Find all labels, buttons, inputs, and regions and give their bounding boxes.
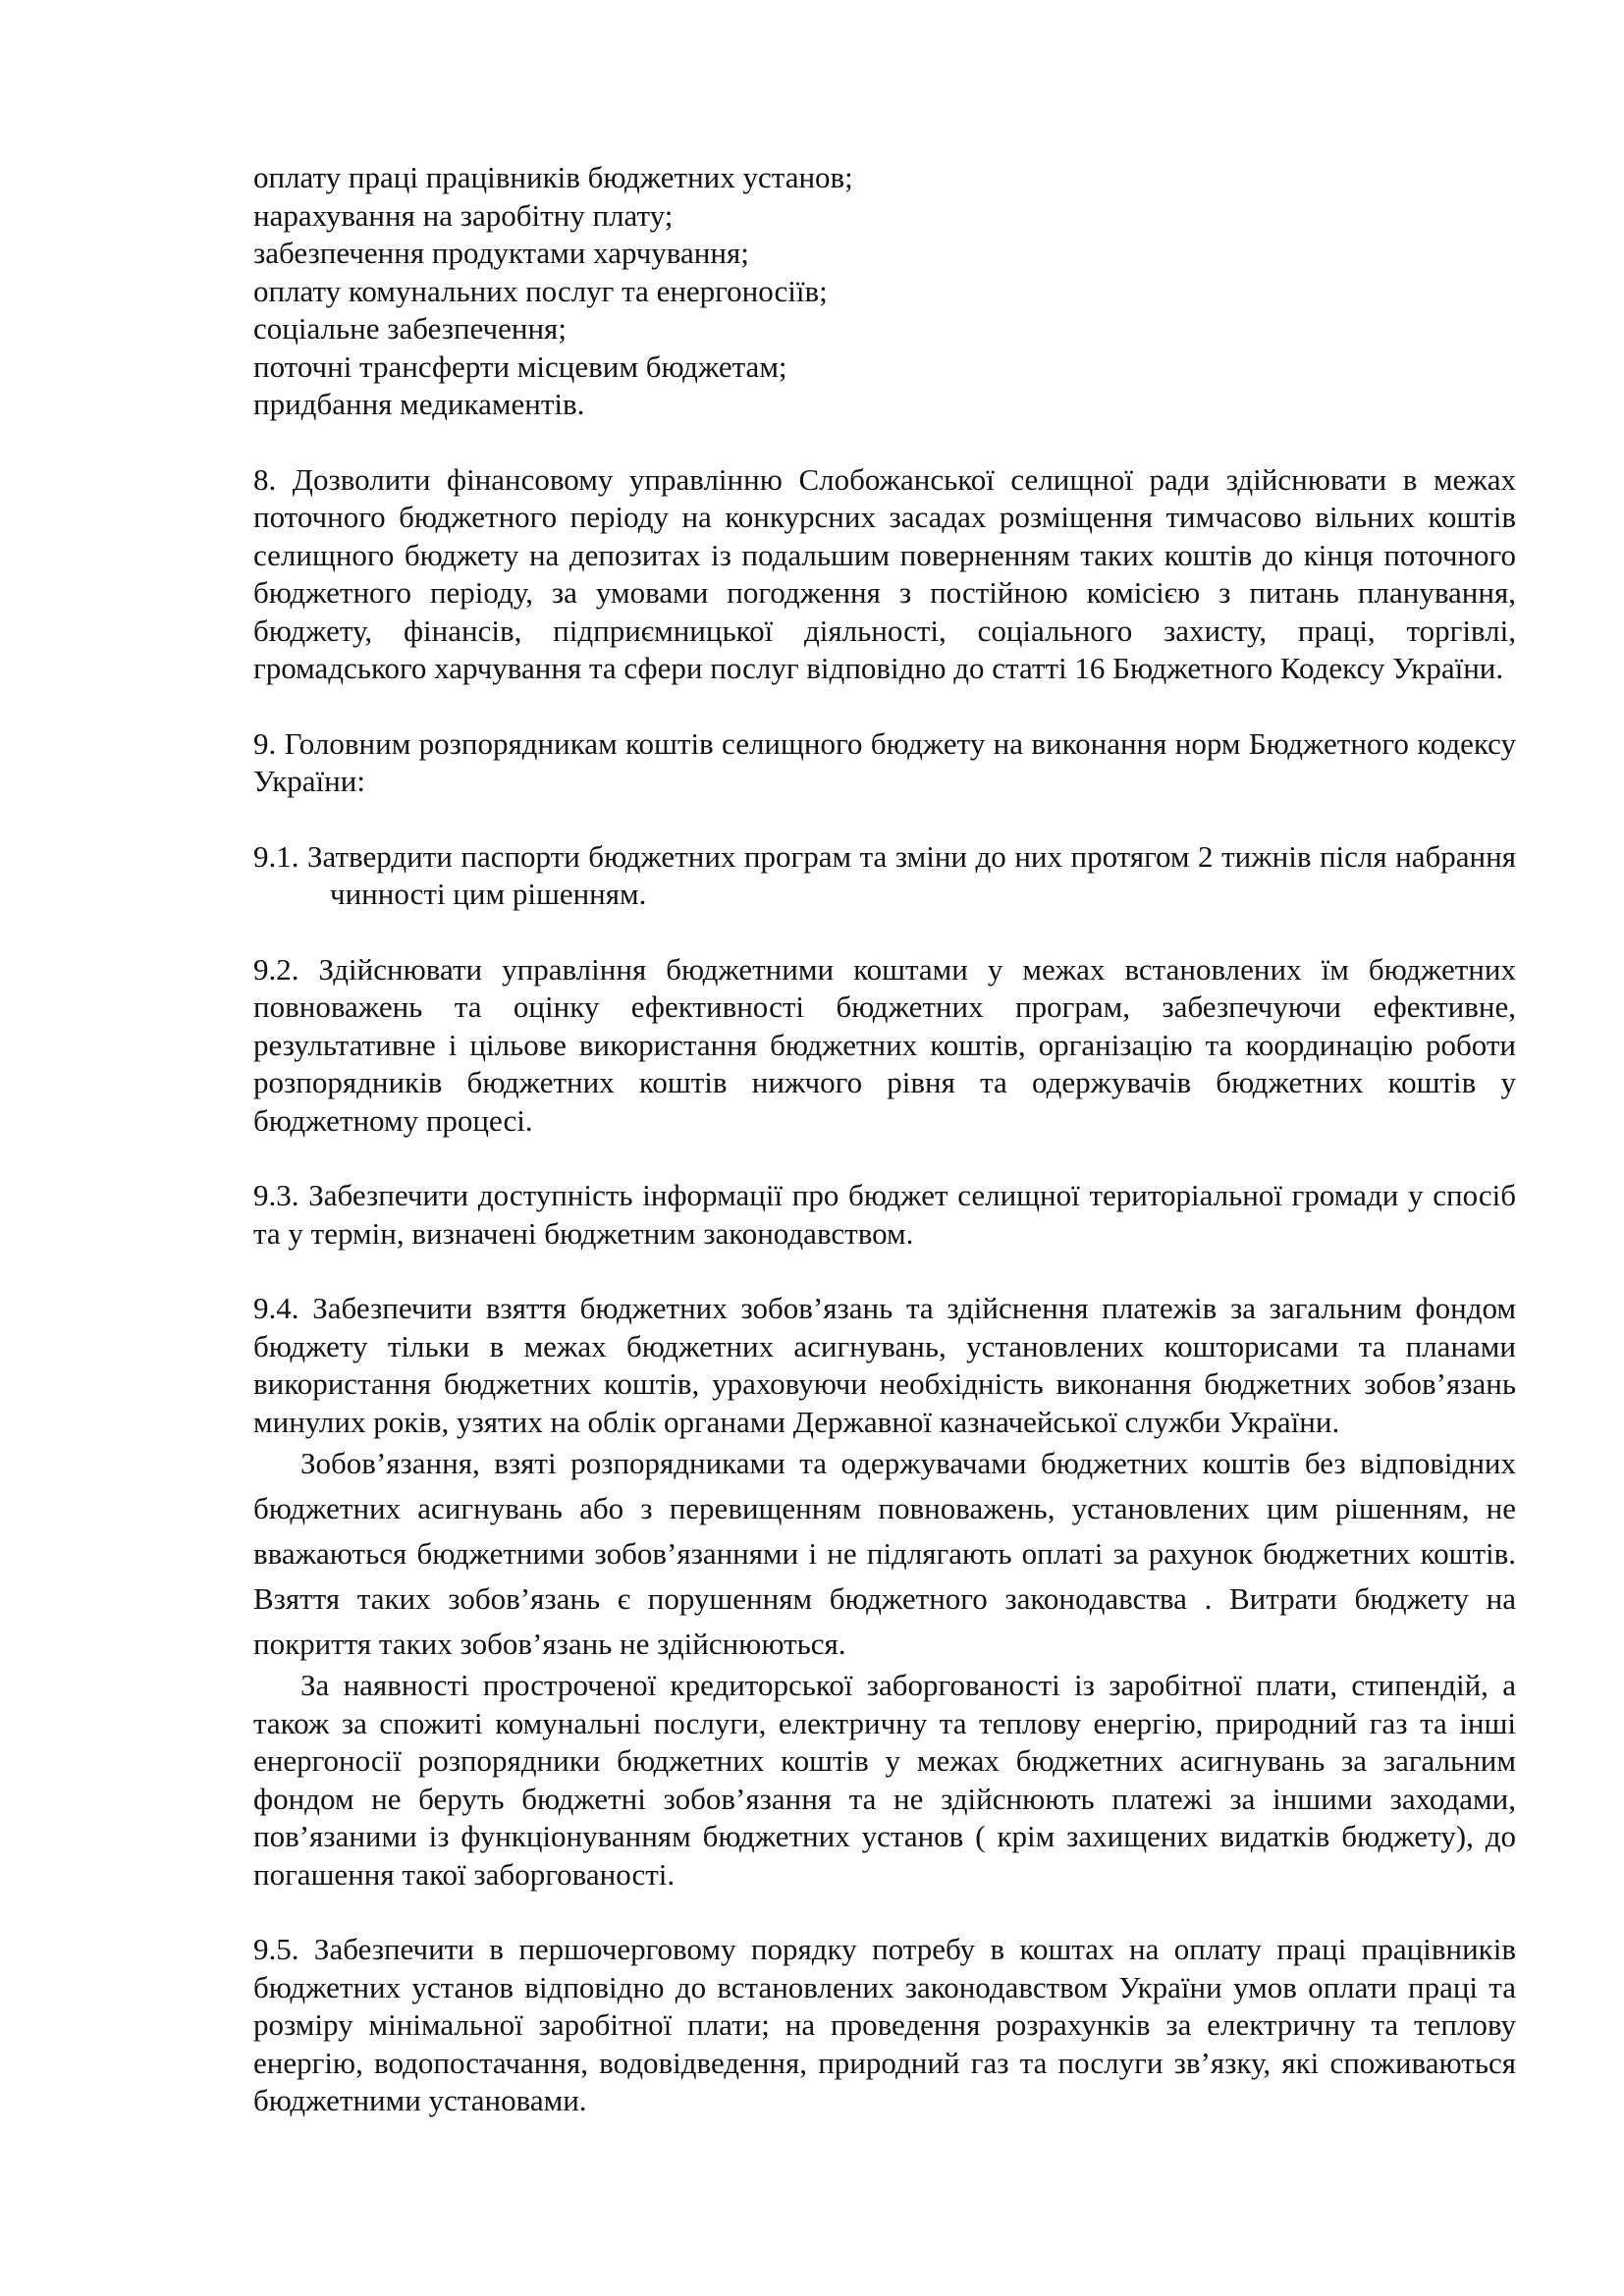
list-item: нарахування на заробітну плату; <box>253 197 674 233</box>
list-item: забезпечення продуктами харчування; <box>253 236 749 270</box>
paragraph-9-4-obligations: Зобов’язання, взяті розпорядниками та одержувачами бюджетних коштів без відповідних бюджетних асигнувань або з перевищенням повноважень, установлених цим рішенням, не вважаються бюджетними зобов’язаннями і не підлягають оплаті за рахунок бюджетних коштів. Взяття таких зобов’язань є порушенням бюджетного законодавства . Витрати бюджету на покриття таких зобов’язань не здійснюються. <box>253 1446 1516 1661</box>
list-item: оплату комунальних послуг та енергоносіїв; <box>253 273 828 308</box>
paragraph-8: 8. Дозволити фінансовому управлінню Слобожанської селищної ради здійснювати в межах поточного бюджетного періоду на конкурсних засадах розміщення тимчасово вільних коштів селищного бюджету на депозитах із подальшим поверненням таких коштів до кінця поточного бюджетного періоду, за умовами погодження з постійною комісією з питань планування, бюджету, фінансів, підприємницької діяльності, соціального захисту, праці, торгівлі, громадського харчування та сфери послуг відповідно до статті 16 Бюджетного Кодексу України. <box>253 461 1516 685</box>
paragraph-9-4: 9.4. Забезпечити взяття бюджетних зобов’язань та здійснення платежів за загальним фондом бюджету тільки в межах бюджетних асигнувань, установлених кошторисами та планами використання бюджетних коштів, ураховуючи необхідність виконання бюджетних зобов’язань минулих років, узятих на облік органами Державної казначейської служби України. <box>253 1291 1516 1439</box>
list-item: придбання медикаментів. <box>253 387 585 421</box>
list-item: соціальне забезпечення; <box>253 311 567 346</box>
paragraph-9-5: 9.5. Забезпечити в першочерговому порядку потребу в коштах на оплату праці працівників бюджетних установ відповідно до встановлених законодавством України умов оплати праці та розміру мінімальної заробітної плати; на проведення розрахунків за електричну та теплову енергію, водопостачання, водовідведення, природний газ та послуги зв’язку, які споживаються бюджетними установами. <box>253 1932 1516 2117</box>
paragraph-9-1: 9.1. Затвердити паспорти бюджетних програм та зміни до них протягом 2 тижнів після набрання чинності цим рішенням. <box>253 838 1516 911</box>
paragraph-9-3: 9.3. Забезпечити доступність інформації про бюджет селищної територіальної громади у спосіб та у термін, визначені бюджетним законодавством. <box>253 1178 1516 1251</box>
list-item: оплату праці працівників бюджетних установ; <box>253 160 853 194</box>
list-item: поточні трансферти місцевим бюджетам; <box>253 348 787 384</box>
paragraph-9-2: 9.2. Здійснювати управління бюджетними коштами у межах встановлених їм бюджетних повноважень та оцінку ефективності бюджетних програм, забезпечуючи ефективне, результативне і цільове використання бюджетних коштів, організацію та координацію роботи розпорядників бюджетних коштів нижчого рівня та одержувачів бюджетних коштів у бюджетному процесі. <box>253 951 1516 1138</box>
paragraph-9: 9. Головним розпорядникам коштів селищного бюджету на виконання норм Бюджетного кодексу України: <box>253 725 1516 798</box>
document-page <box>253 159 1516 2158</box>
expenditure-list <box>253 159 1516 424</box>
paragraph-9-4-arrears: За наявності простроченої кредиторської заборгованості із заробітної плати, стипендій, а також за спожиті комунальні послуги, електричну та теплову енергію, природний газ та інші енергоносії розпорядники бюджетних коштів у межах бюджетних асигнувань за загальним фондом не беруть бюджетні зобов’язання та не здійснюють платежі за іншими заходами, пов’язаними із функціонуванням бюджетних установ ( крім захищених видатків бюджету), до погашення такої заборгованості. <box>253 1668 1516 1892</box>
